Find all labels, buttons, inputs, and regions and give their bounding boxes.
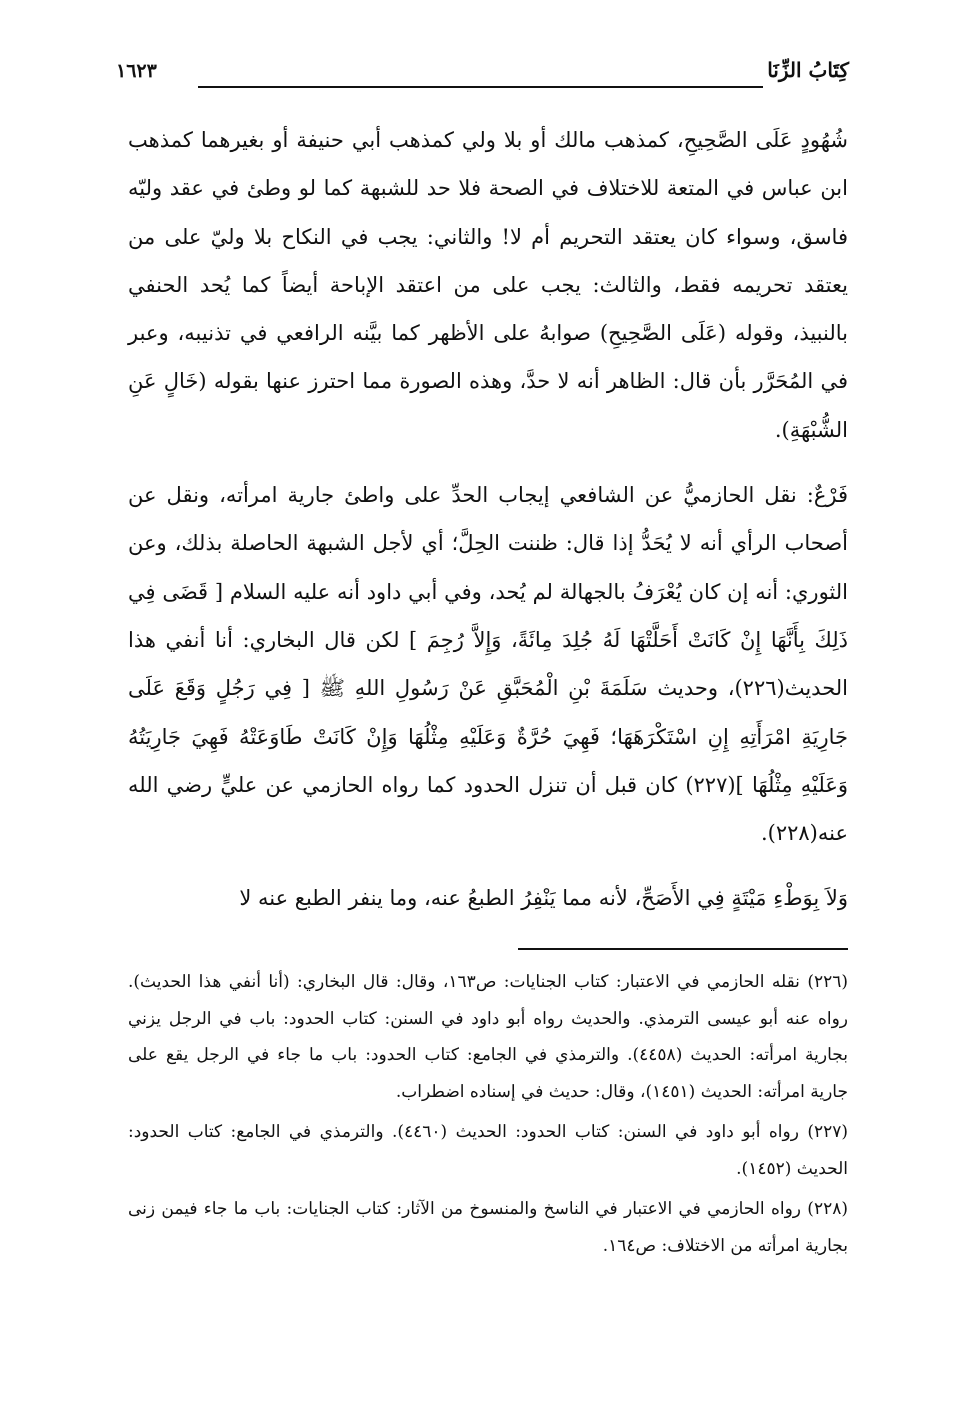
main-text — [128, 116, 848, 923]
footnote-228: (٢٢٨) رواه الحازمي في الاعتبار في الناسخ والمنسوخ من الآثار: كتاب الجنايات: باب ما جاء فيمن زنى بجارية امرأته من الاختلاف: ص١٦٤. — [128, 1199, 848, 1256]
paragraph-1: شُهُودٍ عَلَى الصَّحِيحِ، كمذهب مالك أو بلا ولي كمذهب أبي حنيفة أو بغيرهما كمذهب ابن عباس في المتعة للاختلاف في الصحة فلا حد للشبهة كما لو وطئ في عقد وليّه فاسق، وسواء كان يعتقد التحريم أم لا! والثاني: يجب في النكاح بلا وليّ على من يعتقد تحريمه فقط، والثالث: يجب على من اعتقد الإباحة أيضاً كما يُحد الحنفي بالنبيذ، وقوله (عَلَى الصَّحِيحِ) صوابهُ على الأظهر كما بيَّنه الرافعي في تذنيبه، وعبر في المُحَرَّر بأن قال: الظاهر أنه لا حدَّ، وهذه الصورة مما احترز عنها بقوله (خَالٍ عَنِ الشُّبْهَةِ). — [128, 128, 848, 442]
footnote-separator — [518, 948, 848, 950]
header-rule — [198, 86, 763, 88]
page-number: ١٦٢٣ — [116, 60, 157, 82]
footnote-227: (٢٢٧) رواه أبو داود في السنن: كتاب الحدود: الحديث (٤٤٦٠). والترمذي في الجامع: كتاب الحدود: الحديث (١٤٥٢). — [128, 1122, 848, 1179]
footnote-226: (٢٢٦) نقله الحازمي في الاعتبار: كتاب الجنايات: ص١٦٣، وقال: قال البخاري: (أنا أنفي هذا الحديث). رواه عنه أبو عيسى الترمذي. والحديث رواه أبو داود في السنن: كتاب الحدود: باب في الرجل يزني بجارية امرأته: الحديث (٤٤٥٨). والترمذي في الجامع: كتاب الحدود: باب ما جاء في الرجل يقع على جارية امرأته: الحديث (١٤٥١)، وقال: حديث في إسناده اضطراب. — [128, 972, 849, 1102]
page-header — [116, 58, 849, 98]
paragraph-2: فَرْعٌ: نقل الحازميُّ عن الشافعي إيجاب الحدِّ على واطئ جارية امرأته، ونقل عن أصحاب الرأي أنه لا يُحَدُّ إذا قال: ظننت الحِلَّ؛ أي لأجل الشبهة الحاصلة بذلك، وعن الثوري: أنه إن كان يُعْرَفُ بالجهالة لم يُحد، وفي أبي داود أنه عليه السلام [ قَضَى فِي ذَلِكَ بِأَنَّهَا إِنْ كَانَتْ أَحَلَّتْهَا لَهُ جُلِدَ مِائَةً، وَإِلاَّ رُجِمَ ] لكن قال البخاري: أنا أنفي هذا الحديث(٢٢٦)، وحديث سَلَمَةَ بْنِ الْمُحَبَّقِ عَنْ رَسُولِ اللهِ ﷺ [ فِي رَجُلٍ وَقَعَ عَلَى جَارِيَةِ امْرَأَتِهِ إِنِ اسْتَكْرَهَهَا؛ فَهِيَ حُرَّةٌ وَعَلَيْهِ مِثْلُهَا وَإِنْ كَانَتْ طَاوَعَتْهُ فَهِيَ جَارِيَتُهُ وَعَلَيْهِ مِثْلُهَا ](٢٢٧) كان قبل أن تنزل الحدود كما رواه الحازمي عن عليٍّ رضي الله عنه(٢٢٨). — [128, 483, 848, 846]
paragraph-3: وَلاَ بِوَطْءِ مَيْتَةٍ فِي الأَصَحِّ، لأنه مما يَنْفِرُ الطبعُ عنه، وما ينفر الطبع عنه لا — [239, 886, 848, 911]
footnotes — [128, 964, 848, 1268]
chapter-title: كِتَابُ الزِّنَا — [767, 58, 849, 82]
